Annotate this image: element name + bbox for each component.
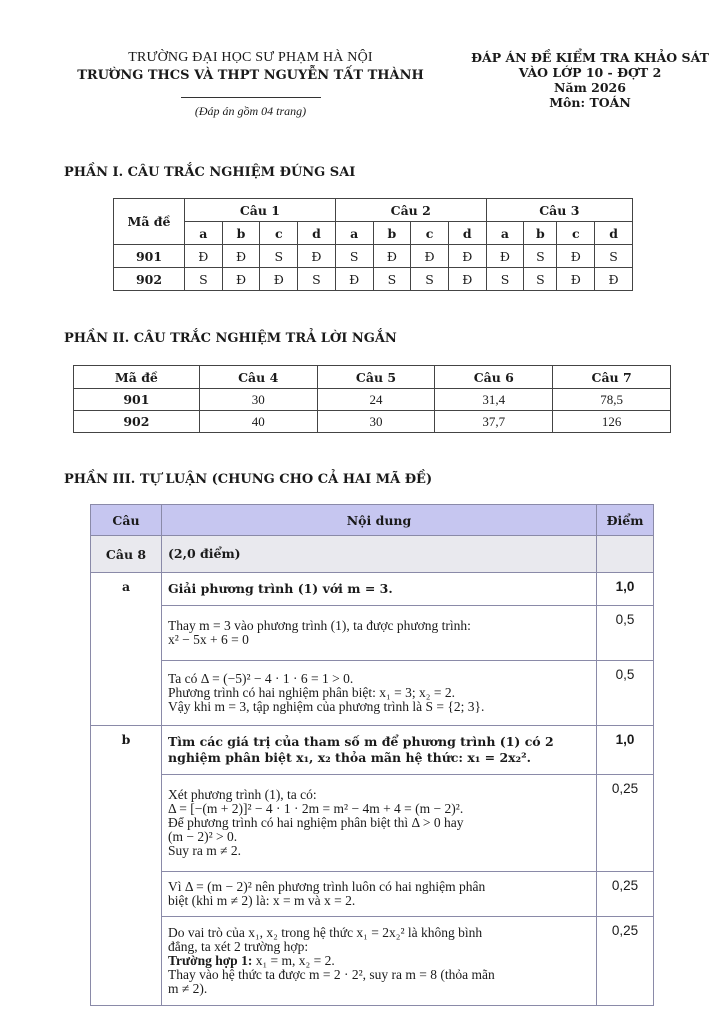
question-header: Câu 7 xyxy=(553,366,671,389)
answer-cell: Đ xyxy=(557,245,595,268)
solution-line: m ≠ 2). xyxy=(168,981,208,996)
answer-cell: S xyxy=(524,268,557,291)
question-label: Câu 8 xyxy=(91,536,162,573)
table-row xyxy=(91,536,654,573)
answer-cell: Đ xyxy=(595,268,633,291)
part-label: b xyxy=(91,726,162,1006)
answer-cell: S xyxy=(260,245,298,268)
table-row xyxy=(74,411,671,433)
answer-cell: Đ xyxy=(486,245,524,268)
part2-heading: PHẦN II. CÂU TRẮC NGHIỆM TRẢ LỜI NGẮN xyxy=(64,331,397,346)
sub-header: d xyxy=(298,222,336,245)
answer-cell: 126 xyxy=(553,411,671,433)
answer-cell: 31,4 xyxy=(435,389,553,411)
part1-heading: PHẦN I. CÂU TRẮC NGHIỆM ĐÚNG SAI xyxy=(64,165,356,180)
question-col-header: Câu xyxy=(91,505,162,536)
sub-header: c xyxy=(411,222,449,245)
solution-line: đẳng, ta xét 2 trường hợp: xyxy=(168,939,309,954)
table-row xyxy=(114,245,633,268)
answer-cell: S xyxy=(486,268,524,291)
solution-line: biệt (khi m ≠ 2) là: x = m và x = 2. xyxy=(168,893,356,908)
case-text: x₁ = m, x₂ = 2. xyxy=(252,953,335,968)
task-text: Giải phương trình (1) với m = 3. xyxy=(162,573,597,606)
solution-step xyxy=(162,775,597,872)
points-cell: 0,25 xyxy=(597,775,654,872)
solution-line: Δ = [−(m + 2)]² − 4 · 1 · 2m = m² − 4m + 4 = (m − 2)². xyxy=(168,801,464,816)
solution-line: Để phương trình có hai nghiệm phân biệt thì Δ > 0 hay xyxy=(168,815,464,830)
answer-cell: 40 xyxy=(199,411,317,433)
answer-cell: Đ xyxy=(222,268,260,291)
answer-cell: Đ xyxy=(448,245,486,268)
answer-cell: Đ xyxy=(411,245,449,268)
sub-header: b xyxy=(373,222,411,245)
solution-line: x² − 5x + 6 = 0 xyxy=(168,632,249,647)
exam-code: 902 xyxy=(74,411,200,433)
points-cell: 0,25 xyxy=(597,917,654,1006)
solution-line: (m − 2)² > 0. xyxy=(168,829,238,844)
doc-title-line1: ĐÁP ÁN ĐỀ KIỂM TRA KHẢO SÁT xyxy=(471,50,709,65)
table-row xyxy=(91,872,654,917)
header-left xyxy=(58,50,443,119)
table-row xyxy=(91,917,654,1006)
part1-table xyxy=(113,198,633,291)
points-cell xyxy=(597,536,654,573)
solution-step xyxy=(162,661,597,726)
answer-cell: Đ xyxy=(185,245,223,268)
part2-table xyxy=(73,365,671,433)
sub-header: d xyxy=(448,222,486,245)
task-line: Tìm các giá trị của tham số m để phương trình (1) có 2 xyxy=(168,734,554,749)
doc-year: Năm 2026 xyxy=(554,80,626,95)
table-row xyxy=(74,389,671,411)
exam-code: 902 xyxy=(114,268,185,291)
answer-cell: S xyxy=(595,245,633,268)
answer-cell: S xyxy=(524,245,557,268)
points-col-header: Điểm xyxy=(597,505,654,536)
code-header: Mã đề xyxy=(74,366,200,389)
points-cell: 0,25 xyxy=(597,872,654,917)
part-label: a xyxy=(91,573,162,726)
answer-cell: S xyxy=(411,268,449,291)
question-header: Câu 6 xyxy=(435,366,553,389)
question-header: Câu 3 xyxy=(486,199,632,222)
table-row xyxy=(91,775,654,872)
answer-cell: S xyxy=(335,245,373,268)
sub-header: b xyxy=(222,222,260,245)
part3-table xyxy=(90,504,654,1006)
solution-line: Do vai trò của x₁, x₂ trong hệ thức x₁ = 2x₂² là không bình xyxy=(168,925,483,940)
answer-cell: S xyxy=(373,268,411,291)
header-right xyxy=(455,50,725,110)
sub-header: c xyxy=(557,222,595,245)
table-row xyxy=(114,268,633,291)
points-cell: 0,5 xyxy=(597,606,654,661)
solution-line: Xét phương trình (1), ta có: xyxy=(168,787,317,802)
points-cell: 1,0 xyxy=(597,726,654,775)
pages-note: (Đáp án gồm 04 trang) xyxy=(194,104,307,118)
answer-cell: 24 xyxy=(317,389,435,411)
table-row xyxy=(91,573,654,606)
sub-header: c xyxy=(260,222,298,245)
code-header: Mã đề xyxy=(114,199,185,245)
question-header: Câu 5 xyxy=(317,366,435,389)
answer-cell: S xyxy=(298,268,336,291)
university-name: TRƯỜNG ĐẠI HỌC SƯ PHẠM HÀ NỘI xyxy=(128,50,373,65)
answer-cell: 30 xyxy=(317,411,435,433)
answer-cell: Đ xyxy=(260,268,298,291)
sub-header: a xyxy=(335,222,373,245)
solution-step xyxy=(162,917,597,1006)
solution-line: Vì Δ = (m − 2)² nên phương trình luôn có hai nghiệm phân xyxy=(168,879,486,894)
table-row xyxy=(91,726,654,775)
solution-line: Ta có Δ = (−5)² − 4 · 1 · 6 = 1 > 0. xyxy=(168,671,354,686)
solution-step xyxy=(162,606,597,661)
doc-subject: Môn: TOÁN xyxy=(549,95,631,110)
table-row xyxy=(91,661,654,726)
answer-cell: 30 xyxy=(199,389,317,411)
answer-cell: Đ xyxy=(373,245,411,268)
answer-cell: 78,5 xyxy=(553,389,671,411)
exam-code: 901 xyxy=(114,245,185,268)
answer-cell: Đ xyxy=(335,268,373,291)
answer-cell: 37,7 xyxy=(435,411,553,433)
question-points: (2,0 điểm) xyxy=(162,536,597,573)
answer-cell: Đ xyxy=(448,268,486,291)
part3-heading: PHẦN III. TỰ LUẬN (CHUNG CHO CẢ HAI MÃ ĐỀ) xyxy=(64,472,433,487)
solution-line xyxy=(168,954,590,968)
solution-line: Vậy khi m = 3, tập nghiệm của phương trình là S = {2; 3}. xyxy=(168,699,485,714)
school-name: TRƯỜNG THCS VÀ THPT NGUYỄN TẤT THÀNH xyxy=(77,68,424,83)
solution-line: Phương trình có hai nghiệm phân biệt: x₁ = 3; x₂ = 2. xyxy=(168,685,455,700)
sub-header: a xyxy=(185,222,223,245)
table-row xyxy=(91,606,654,661)
task-line: nghiệm phân biệt x₁, x₂ thỏa mãn hệ thức: x₁ = 2x₂². xyxy=(168,750,531,765)
exam-code: 901 xyxy=(74,389,200,411)
case-label: Trường hợp 1: xyxy=(168,953,253,968)
question-header: Câu 4 xyxy=(199,366,317,389)
content-col-header: Nội dung xyxy=(162,505,597,536)
task-text xyxy=(162,726,597,775)
solution-line: Thay m = 3 vào phương trình (1), ta được phương trình: xyxy=(168,618,471,633)
question-header: Câu 1 xyxy=(185,199,336,222)
solution-step xyxy=(162,872,597,917)
solution-line: Suy ra m ≠ 2. xyxy=(168,843,242,858)
doc-title-line2: VÀO LỚP 10 - ĐỢT 2 xyxy=(518,65,662,80)
sub-header: b xyxy=(524,222,557,245)
points-cell: 1,0 xyxy=(597,573,654,606)
solution-line: Thay vào hệ thức ta được m = 2 · 2², suy ra m = 8 (thỏa mãn xyxy=(168,967,495,982)
points-cell: 0,5 xyxy=(597,661,654,726)
answer-cell: Đ xyxy=(298,245,336,268)
answer-cell: Đ xyxy=(557,268,595,291)
answer-cell: Đ xyxy=(222,245,260,268)
divider xyxy=(181,97,321,98)
question-header: Câu 2 xyxy=(335,199,486,222)
sub-header: d xyxy=(595,222,633,245)
sub-header: a xyxy=(486,222,524,245)
answer-cell: S xyxy=(185,268,223,291)
